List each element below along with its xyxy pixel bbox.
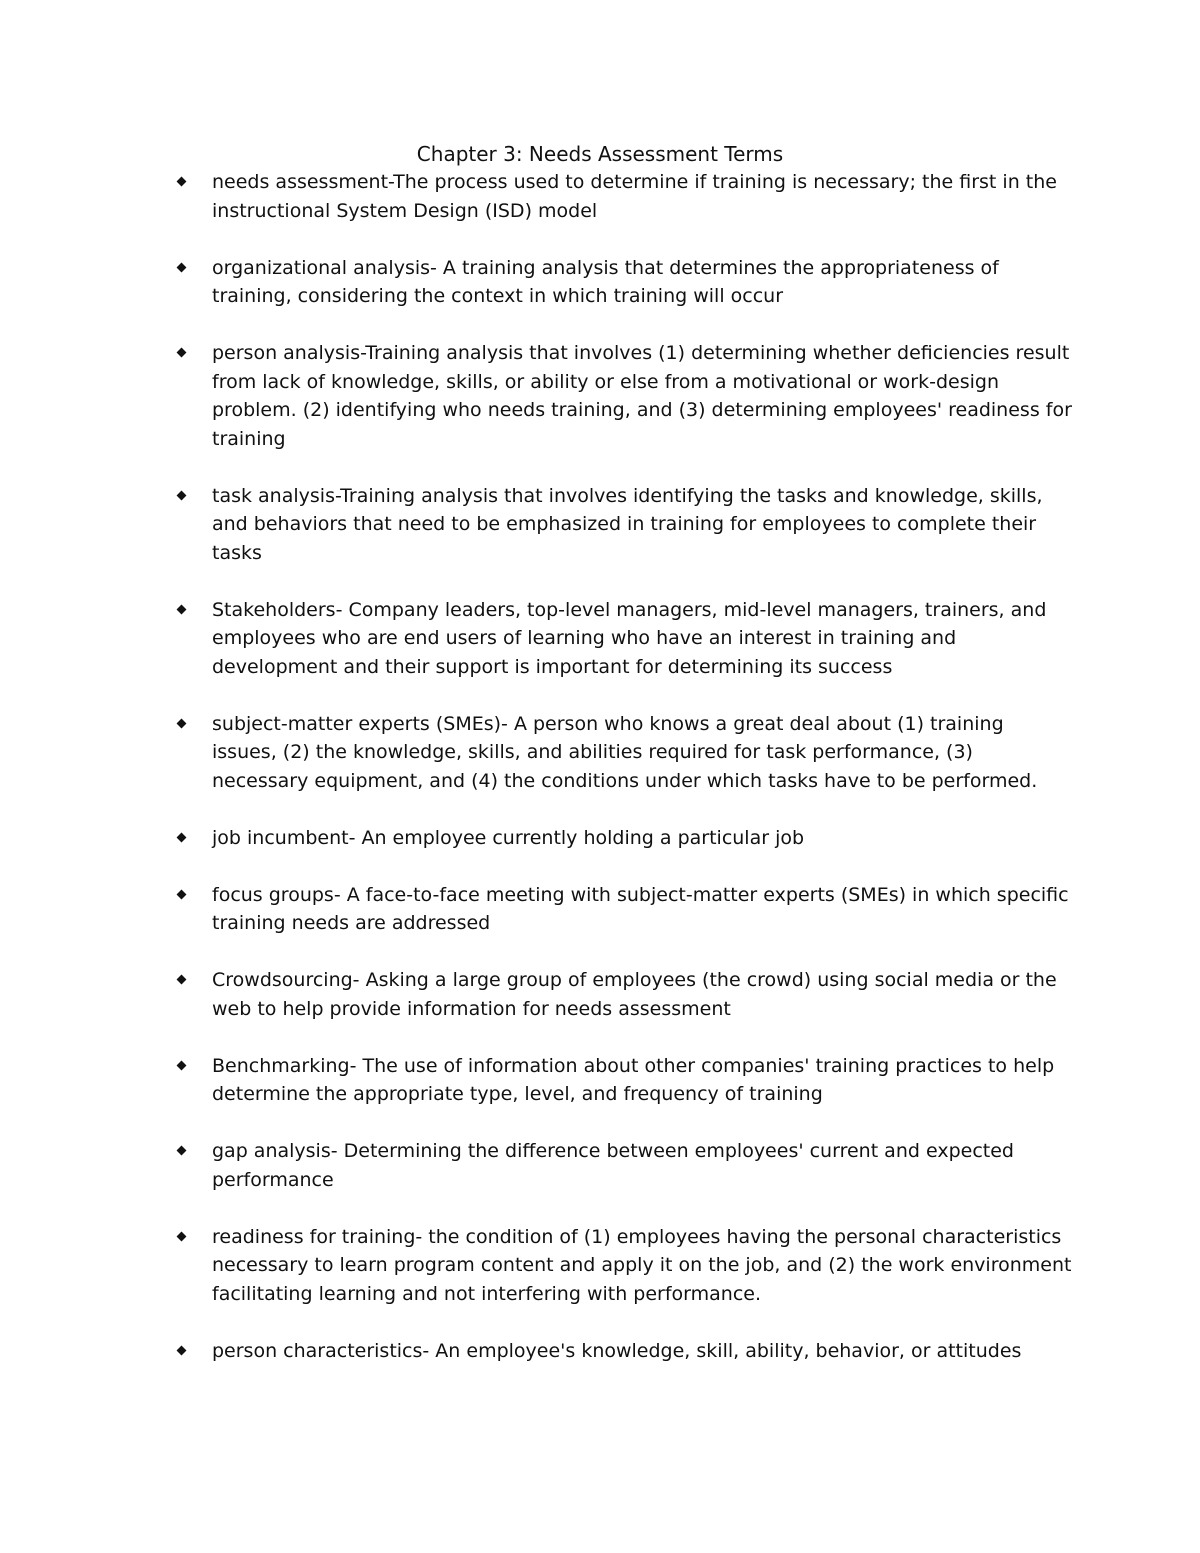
list-item [174,339,1074,453]
term-definition: Stakeholders- Company leaders, top-level managers, mid-level managers, trainers, and employees who are end users of learning who have an interest in training and development and their support is important for determining its success [212,598,1047,678]
list-item [174,596,1074,682]
term-definition: readiness for training- the condition of (1) employees having the personal characteristics necessary to learn program content and apply it on the job, and (2) the work environment facilitating learning and not interfering with performance. [212,1225,1072,1305]
diamond-bullet-icon [177,1231,187,1241]
diamond-bullet-icon [177,832,187,842]
term-definition: Benchmarking- The use of information about other companies' training practices to help determine the appropriate type, level, and frequency of training [212,1054,1055,1105]
term-definition: organizational analysis- A training analysis that determines the appropriateness of training, considering the context in which training will occur [212,256,999,307]
diamond-bullet-icon [177,718,187,728]
diamond-bullet-icon [177,490,187,500]
list-item [174,824,1074,853]
list-item [174,966,1074,1023]
diamond-bullet-icon [177,1060,187,1070]
list-item [174,482,1074,568]
term-definition: needs assessment-The process used to determine if training is necessary; the first in the instructional System Design (ISD) model [212,171,1057,222]
list-item [174,1052,1074,1109]
list-item [174,168,1074,225]
list-item [174,881,1074,938]
diamond-bullet-icon [177,1146,187,1156]
diamond-bullet-icon [177,889,187,899]
term-definition: subject-matter experts (SMEs)- A person who knows a great deal about (1) training issues, (2) the knowledge, skills, and abilities required for task performance, (3) necessary equipment, and (4) the conditions under which tasks have to be performed. [212,712,1038,792]
diamond-bullet-icon [177,348,187,358]
list-item [174,1337,1074,1366]
list-item [174,1223,1074,1309]
terms-list [174,168,1074,1394]
list-item [174,254,1074,311]
term-definition: person analysis-Training analysis that involves (1) determining whether deficiencies result from lack of knowledge, skills, or ability or else from a motivational or work-design problem. (2) identifying who needs training, and (3) determining employees' readiness for training [212,342,1072,450]
term-definition: person characteristics- An employee's knowledge, skill, ability, behavior, or attitudes [212,1339,1022,1362]
list-item [174,710,1074,796]
term-definition: focus groups- A face-to-face meeting with subject-matter experts (SMEs) in which specific training needs are addressed [212,883,1069,934]
diamond-bullet-icon [177,177,187,187]
diamond-bullet-icon [177,604,187,614]
term-definition: task analysis-Training analysis that involves identifying the tasks and knowledge, skills, and behaviors that need to be emphasized in training for employees to complete their tasks [212,484,1043,564]
diamond-bullet-icon [177,975,187,985]
term-definition: Crowdsourcing- Asking a large group of employees (the crowd) using social media or the web to help provide information for needs assessment [212,969,1057,1020]
term-definition: job incumbent- An employee currently holding a particular job [212,826,805,849]
diamond-bullet-icon [177,1345,187,1355]
diamond-bullet-icon [177,262,187,272]
list-item [174,1137,1074,1194]
page-title: Chapter 3: Needs Assessment Terms [416,142,784,166]
term-definition: gap analysis- Determining the difference between employees' current and expected performance [212,1140,1014,1191]
